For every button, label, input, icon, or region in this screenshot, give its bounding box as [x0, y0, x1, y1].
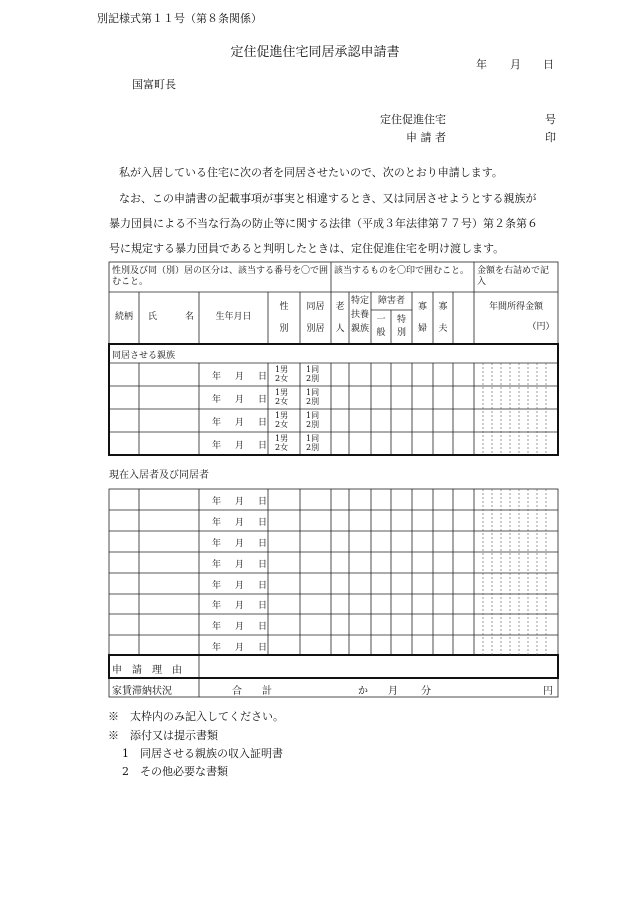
date-month-label: 月: [510, 58, 521, 71]
table-row: 年 月 日: [212, 643, 268, 653]
note-attachment-1: 1 同居させる親族の収入証明書: [122, 747, 283, 760]
table-row: 年 月 日: [212, 418, 268, 428]
header-disabled-special-1: 特: [396, 315, 406, 325]
table-row: 年 月 日: [212, 518, 268, 528]
header-disabled-general-1: 一: [376, 315, 386, 325]
section-current-residents: 現在入居者及び同居者: [109, 470, 209, 481]
body-line-3: 暴力団員による不当な行為の防止等に関する法律（平成３年法律第７７号）第２条第６: [109, 217, 538, 230]
body-line-2: なお、この申請書の記載事項が事実と相違するとき、又は同居させようとする親族が: [119, 192, 537, 205]
header-disabled-special-2: 別: [396, 328, 406, 338]
table-row: 年 月 日: [212, 581, 268, 591]
note-attachment-2: 2 その他必要な書類: [122, 765, 228, 778]
rent-minutes-label: 分: [421, 686, 431, 697]
rent-total-label: 合 計: [232, 686, 272, 697]
applicant-label: 申 請 者: [406, 131, 446, 144]
table-row: 年 月 日: [212, 372, 268, 382]
body-line-4: 号に規定する暴力団員であると判明したときは、定住促進住宅を明け渡します。: [109, 242, 505, 255]
header-dependent-1: 特定: [350, 296, 369, 306]
header-elderly-2: 人: [335, 324, 345, 334]
instruction-sex-cohab: 性別及び同（別）居の区分は、該当する番号を〇で囲むこと。: [112, 266, 329, 287]
rent-months-label: か 月: [358, 686, 398, 697]
header-disabled-general-2: 般: [376, 328, 386, 338]
header-name-1: 氏: [147, 312, 157, 322]
note-attachments: ※ 添付又は提示書類: [108, 729, 218, 742]
section-new-relatives: 同居させる親族: [112, 351, 176, 361]
rent-arrears-label: 家賃滞納状況: [112, 686, 172, 697]
instruction-circle: 該当するものを〇印で囲むこと。: [334, 266, 470, 276]
reason-label: 申 請 理 由: [112, 665, 182, 676]
header-name-2: 名: [184, 312, 194, 322]
header-widower-2: 夫: [438, 324, 448, 334]
header-birth: 生年月日: [215, 312, 252, 322]
header-cohab-2: 別居: [306, 324, 325, 334]
note-bold-frame: ※ 太枠内のみ記入してください。: [108, 710, 284, 723]
housing-label: 定住促進住宅: [380, 113, 446, 126]
date-year-label: 年: [476, 58, 487, 71]
date-day-label: 日: [543, 58, 554, 71]
header-sex-2: 別: [279, 324, 289, 334]
number-suffix: 号: [545, 113, 556, 126]
header-income: 年間所得金額: [488, 302, 543, 312]
form-id: 別記様式第１１号（第８条関係）: [97, 12, 262, 25]
table-row: 年 月 日: [212, 560, 268, 570]
addressee: 国富町長: [132, 78, 176, 91]
header-income-unit: （円）: [527, 322, 555, 332]
header-sex-1: 性: [279, 302, 289, 312]
table-row: 年 月 日: [212, 395, 268, 405]
header-widow-1: 寡: [417, 302, 427, 312]
rent-yen-label: 円: [543, 686, 553, 697]
header-dependent-3: 親族: [350, 324, 369, 334]
table-row: 年 月 日: [212, 497, 268, 507]
page-title: 定住促進住宅同居承認申請書: [230, 45, 400, 60]
header-elderly-1: 老: [335, 302, 345, 312]
table-row: 年 月 日: [212, 622, 268, 632]
header-cohab-1: 同居: [306, 302, 325, 312]
header-widower-1: 寡: [438, 302, 448, 312]
table-row: 年 月 日: [212, 441, 268, 451]
table-row: 年 月 日: [212, 601, 268, 611]
body-line-1: 私が入居している住宅に次の者を同居させたいので、次のとおり申請します。: [119, 166, 503, 179]
header-relation: 続柄: [114, 312, 133, 322]
header-disabled: 障害者: [377, 296, 405, 306]
header-dependent-2: 扶養: [350, 310, 369, 320]
table-row: 年 月 日: [212, 539, 268, 549]
instruction-income: 金額を右詰めで記入: [477, 266, 550, 287]
seal-mark: 印: [545, 131, 556, 144]
header-widow-2: 婦: [417, 324, 427, 334]
